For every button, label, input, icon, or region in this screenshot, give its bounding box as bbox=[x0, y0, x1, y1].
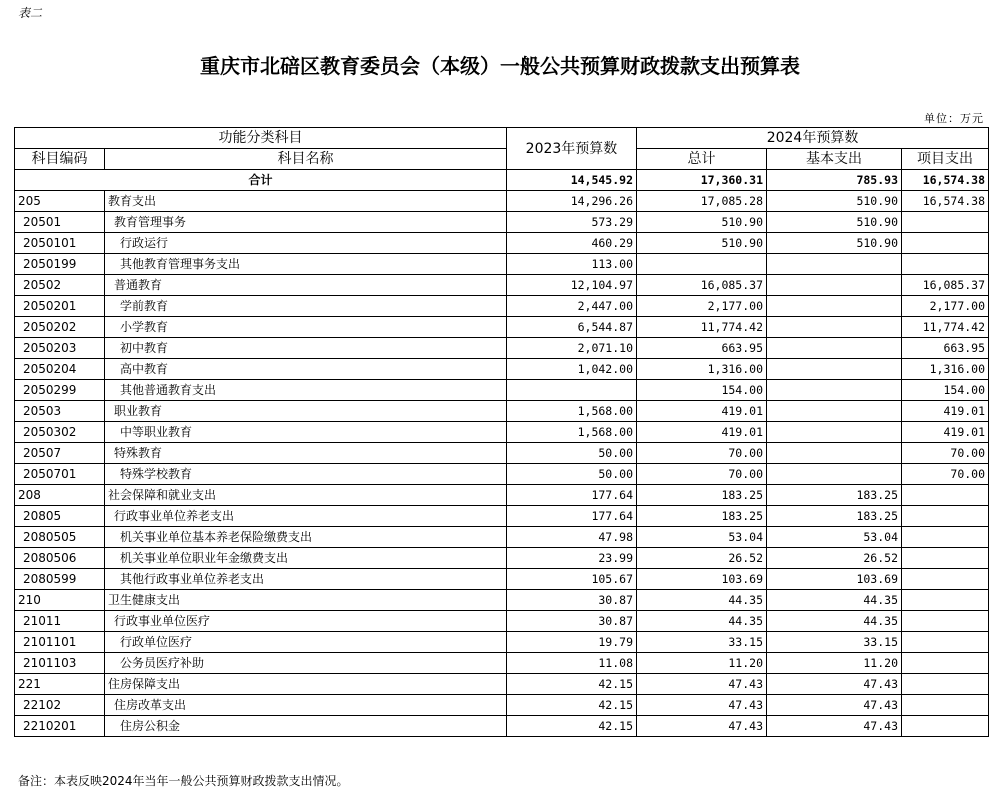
cell-code: 2080599 bbox=[15, 569, 105, 590]
cell-2024-project: 419.01 bbox=[902, 422, 989, 443]
cell-2024-basic bbox=[767, 422, 902, 443]
cell-name: 行政事业单位医疗 bbox=[105, 611, 507, 632]
cell-name: 住房改革支出 bbox=[105, 695, 507, 716]
cell-name: 其他普通教育支出 bbox=[105, 380, 507, 401]
cell-name: 机关事业单位基本养老保险缴费支出 bbox=[105, 527, 507, 548]
cell-2024-total: 103.69 bbox=[637, 569, 767, 590]
cell-2024-project bbox=[902, 527, 989, 548]
table-row bbox=[15, 632, 989, 653]
table-row bbox=[15, 212, 989, 233]
cell-2023: 42.15 bbox=[507, 674, 637, 695]
cell-2024-total: 47.43 bbox=[637, 674, 767, 695]
cell-code: 2080505 bbox=[15, 527, 105, 548]
cell-2024-basic bbox=[767, 359, 902, 380]
table-row bbox=[15, 191, 989, 212]
cell-name: 卫生健康支出 bbox=[105, 590, 507, 611]
table-row bbox=[15, 653, 989, 674]
cell-name: 公务员医疗补助 bbox=[105, 653, 507, 674]
cell-2024-total: 53.04 bbox=[637, 527, 767, 548]
header-2023-budget: 2023年预算数 bbox=[507, 128, 637, 170]
cell-2024-project bbox=[902, 506, 989, 527]
table-row bbox=[15, 506, 989, 527]
cell-2024-project bbox=[902, 548, 989, 569]
cell-2024-basic: 44.35 bbox=[767, 590, 902, 611]
table-row bbox=[15, 527, 989, 548]
cell-2024-project bbox=[902, 695, 989, 716]
cell-2023: 50.00 bbox=[507, 443, 637, 464]
cell-code: 2101103 bbox=[15, 653, 105, 674]
cell-2024-basic: 47.43 bbox=[767, 695, 902, 716]
cell-code: 21011 bbox=[15, 611, 105, 632]
cell-2023: 6,544.87 bbox=[507, 317, 637, 338]
cell-2024-total: 154.00 bbox=[637, 380, 767, 401]
header-basic: 基本支出 bbox=[767, 149, 902, 170]
cell-2024-basic: 47.43 bbox=[767, 716, 902, 737]
cell-code: 20507 bbox=[15, 443, 105, 464]
cell-code: 20805 bbox=[15, 506, 105, 527]
cell-2023: 1,568.00 bbox=[507, 422, 637, 443]
cell-2023: 105.67 bbox=[507, 569, 637, 590]
budget-table bbox=[14, 127, 989, 737]
footnote: 备注：本表反映2024年当年一般公共预算财政拨款支出情况。 bbox=[18, 774, 349, 788]
cell-name: 特殊教育 bbox=[105, 443, 507, 464]
cell-2024-project: 1,316.00 bbox=[902, 359, 989, 380]
cell-2024-basic bbox=[767, 275, 902, 296]
header-2024-budget: 2024年预算数 bbox=[637, 128, 989, 149]
cell-code: 208 bbox=[15, 485, 105, 506]
cell-2024-project bbox=[902, 674, 989, 695]
table-body bbox=[15, 170, 989, 737]
table-row bbox=[15, 695, 989, 716]
cell-2024-project bbox=[902, 653, 989, 674]
cell-code: 2101101 bbox=[15, 632, 105, 653]
cell-name: 学前教育 bbox=[105, 296, 507, 317]
table-row bbox=[15, 359, 989, 380]
cell-2023: 30.87 bbox=[507, 611, 637, 632]
cell-2024-total: 70.00 bbox=[637, 443, 767, 464]
cell-name: 中等职业教育 bbox=[105, 422, 507, 443]
cell-2024-project bbox=[902, 233, 989, 254]
cell-2024-total: 510.90 bbox=[637, 233, 767, 254]
cell-code: 20502 bbox=[15, 275, 105, 296]
cell-name: 机关事业单位职业年金缴费支出 bbox=[105, 548, 507, 569]
cell-2023: 23.99 bbox=[507, 548, 637, 569]
cell-2024-project bbox=[902, 611, 989, 632]
header-name: 科目名称 bbox=[105, 149, 507, 170]
header-function-category: 功能分类科目 bbox=[15, 128, 507, 149]
cell-name: 社会保障和就业支出 bbox=[105, 485, 507, 506]
cell-2023: 14,296.26 bbox=[507, 191, 637, 212]
table-row bbox=[15, 464, 989, 485]
cell-2024-total: 663.95 bbox=[637, 338, 767, 359]
cell-2023: 460.29 bbox=[507, 233, 637, 254]
table-row bbox=[15, 401, 989, 422]
cell-2024-project bbox=[902, 632, 989, 653]
cell-2023: 2,071.10 bbox=[507, 338, 637, 359]
cell-2023: 19.79 bbox=[507, 632, 637, 653]
cell-name: 普通教育 bbox=[105, 275, 507, 296]
cell-2024-basic: 47.43 bbox=[767, 674, 902, 695]
cell-2024-project bbox=[902, 254, 989, 275]
cell-2024-total: 11,774.42 bbox=[637, 317, 767, 338]
total-label: 合计 bbox=[15, 170, 507, 191]
cell-2024-project: 16,574.38 bbox=[902, 191, 989, 212]
cell-code: 2050302 bbox=[15, 422, 105, 443]
cell-2024-basic: 26.52 bbox=[767, 548, 902, 569]
cell-2024-project: 419.01 bbox=[902, 401, 989, 422]
cell-2023: 177.64 bbox=[507, 485, 637, 506]
cell-2024-total: 33.15 bbox=[637, 632, 767, 653]
cell-2023: 573.29 bbox=[507, 212, 637, 233]
cell-name: 特殊学校教育 bbox=[105, 464, 507, 485]
table-row bbox=[15, 548, 989, 569]
cell-2024-total: 419.01 bbox=[637, 401, 767, 422]
cell-name: 其他教育管理事务支出 bbox=[105, 254, 507, 275]
cell-name: 初中教育 bbox=[105, 338, 507, 359]
cell-name: 小学教育 bbox=[105, 317, 507, 338]
cell-2024-total: 2,177.00 bbox=[637, 296, 767, 317]
cell-2024-total: 16,085.37 bbox=[637, 275, 767, 296]
cell-2024-basic bbox=[767, 317, 902, 338]
cell-2024-total: 1,316.00 bbox=[637, 359, 767, 380]
cell-2023: 12,104.97 bbox=[507, 275, 637, 296]
cell-code: 2210201 bbox=[15, 716, 105, 737]
header-total: 总计 bbox=[637, 149, 767, 170]
table-row bbox=[15, 611, 989, 632]
cell-2024-basic: 103.69 bbox=[767, 569, 902, 590]
cell-2024-project: 70.00 bbox=[902, 443, 989, 464]
table-row bbox=[15, 443, 989, 464]
cell-2024-basic bbox=[767, 443, 902, 464]
cell-name: 其他行政事业单位养老支出 bbox=[105, 569, 507, 590]
cell-2024-total: 510.90 bbox=[637, 212, 767, 233]
table-row bbox=[15, 275, 989, 296]
table-number-tag: 表二 bbox=[18, 6, 43, 20]
cell-2024-basic: 510.90 bbox=[767, 233, 902, 254]
cell-2024-project: 11,774.42 bbox=[902, 317, 989, 338]
table-row bbox=[15, 422, 989, 443]
cell-2024-total: 17,085.28 bbox=[637, 191, 767, 212]
cell-2024-basic: 183.25 bbox=[767, 506, 902, 527]
cell-2024-basic: 53.04 bbox=[767, 527, 902, 548]
cell-2024-total bbox=[637, 254, 767, 275]
total-2024-project: 16,574.38 bbox=[902, 170, 989, 191]
cell-2023: 42.15 bbox=[507, 716, 637, 737]
cell-code: 22102 bbox=[15, 695, 105, 716]
cell-2023: 1,568.00 bbox=[507, 401, 637, 422]
table-row bbox=[15, 380, 989, 401]
cell-2024-project: 70.00 bbox=[902, 464, 989, 485]
cell-2024-project bbox=[902, 569, 989, 590]
cell-name: 行政运行 bbox=[105, 233, 507, 254]
table-row bbox=[15, 674, 989, 695]
cell-name: 高中教育 bbox=[105, 359, 507, 380]
table-row bbox=[15, 317, 989, 338]
cell-2024-basic bbox=[767, 338, 902, 359]
cell-2023: 177.64 bbox=[507, 506, 637, 527]
cell-2024-basic bbox=[767, 464, 902, 485]
cell-code: 2050199 bbox=[15, 254, 105, 275]
cell-2024-total: 44.35 bbox=[637, 590, 767, 611]
cell-2024-basic: 44.35 bbox=[767, 611, 902, 632]
cell-code: 20503 bbox=[15, 401, 105, 422]
cell-name: 教育支出 bbox=[105, 191, 507, 212]
total-2024-basic: 785.93 bbox=[767, 170, 902, 191]
cell-2024-total: 11.20 bbox=[637, 653, 767, 674]
cell-2024-basic bbox=[767, 254, 902, 275]
cell-code: 2050101 bbox=[15, 233, 105, 254]
cell-2024-total: 183.25 bbox=[637, 506, 767, 527]
cell-code: 205 bbox=[15, 191, 105, 212]
cell-2024-basic bbox=[767, 401, 902, 422]
cell-code: 221 bbox=[15, 674, 105, 695]
cell-2024-basic: 510.90 bbox=[767, 191, 902, 212]
cell-name: 行政单位医疗 bbox=[105, 632, 507, 653]
cell-name: 住房公积金 bbox=[105, 716, 507, 737]
unit-label: 单位：万元 bbox=[924, 112, 984, 125]
cell-name: 职业教育 bbox=[105, 401, 507, 422]
cell-2024-total: 44.35 bbox=[637, 611, 767, 632]
cell-2023: 2,447.00 bbox=[507, 296, 637, 317]
cell-2023: 50.00 bbox=[507, 464, 637, 485]
table-row bbox=[15, 338, 989, 359]
total-2024-total: 17,360.31 bbox=[637, 170, 767, 191]
cell-2024-total: 419.01 bbox=[637, 422, 767, 443]
table-row bbox=[15, 569, 989, 590]
cell-code: 2050203 bbox=[15, 338, 105, 359]
cell-2024-basic bbox=[767, 380, 902, 401]
table-row bbox=[15, 716, 989, 737]
cell-name: 行政事业单位养老支出 bbox=[105, 506, 507, 527]
cell-2023: 11.08 bbox=[507, 653, 637, 674]
cell-2024-basic: 510.90 bbox=[767, 212, 902, 233]
cell-2024-total: 47.43 bbox=[637, 716, 767, 737]
cell-2024-basic bbox=[767, 296, 902, 317]
cell-code: 210 bbox=[15, 590, 105, 611]
header-project: 项目支出 bbox=[902, 149, 989, 170]
table-row bbox=[15, 590, 989, 611]
table-row bbox=[15, 233, 989, 254]
cell-code: 2080506 bbox=[15, 548, 105, 569]
table-row bbox=[15, 485, 989, 506]
cell-code: 2050299 bbox=[15, 380, 105, 401]
cell-2023 bbox=[507, 380, 637, 401]
cell-2024-basic: 183.25 bbox=[767, 485, 902, 506]
cell-2024-total: 183.25 bbox=[637, 485, 767, 506]
table-row bbox=[15, 296, 989, 317]
cell-code: 20501 bbox=[15, 212, 105, 233]
page-title: 重庆市北碚区教育委员会（本级）一般公共预算财政拨款支出预算表 bbox=[200, 54, 800, 78]
cell-2023: 30.87 bbox=[507, 590, 637, 611]
cell-2023: 1,042.00 bbox=[507, 359, 637, 380]
cell-2023: 113.00 bbox=[507, 254, 637, 275]
total-2023: 14,545.92 bbox=[507, 170, 637, 191]
cell-2024-project: 154.00 bbox=[902, 380, 989, 401]
cell-2023: 42.15 bbox=[507, 695, 637, 716]
cell-2024-basic: 11.20 bbox=[767, 653, 902, 674]
cell-2024-total: 70.00 bbox=[637, 464, 767, 485]
cell-code: 2050701 bbox=[15, 464, 105, 485]
cell-2024-project bbox=[902, 590, 989, 611]
cell-2024-project bbox=[902, 485, 989, 506]
cell-name: 住房保障支出 bbox=[105, 674, 507, 695]
cell-code: 2050204 bbox=[15, 359, 105, 380]
cell-2023: 47.98 bbox=[507, 527, 637, 548]
cell-2024-total: 47.43 bbox=[637, 695, 767, 716]
total-row bbox=[15, 170, 989, 191]
cell-2024-project bbox=[902, 716, 989, 737]
cell-2024-project: 2,177.00 bbox=[902, 296, 989, 317]
cell-2024-project: 663.95 bbox=[902, 338, 989, 359]
cell-code: 2050201 bbox=[15, 296, 105, 317]
cell-2024-project bbox=[902, 212, 989, 233]
cell-2024-basic: 33.15 bbox=[767, 632, 902, 653]
cell-2024-total: 26.52 bbox=[637, 548, 767, 569]
table-row bbox=[15, 254, 989, 275]
cell-code: 2050202 bbox=[15, 317, 105, 338]
header-code: 科目编码 bbox=[15, 149, 105, 170]
cell-name: 教育管理事务 bbox=[105, 212, 507, 233]
cell-2024-project: 16,085.37 bbox=[902, 275, 989, 296]
